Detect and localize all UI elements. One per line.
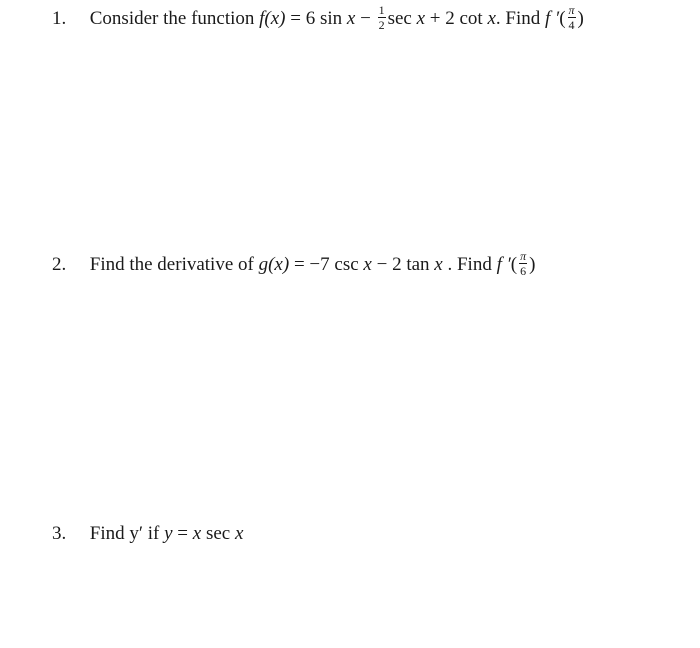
paren-close: )	[577, 7, 584, 29]
term-tan: 2 tan	[392, 253, 430, 275]
variable: x	[192, 523, 202, 544]
term-cot: 2 cot	[445, 7, 483, 29]
function-name: f	[259, 7, 265, 29]
problem-2	[52, 249, 536, 279]
function-argument: (x)	[264, 7, 286, 29]
find-label: . Find	[495, 7, 541, 29]
variable: x	[346, 7, 356, 29]
term-sec: sec	[387, 7, 412, 29]
problem-number: 2.	[52, 253, 67, 275]
fraction-one-half	[378, 4, 386, 31]
variable: x	[487, 7, 496, 29]
term-sin: 6 sin	[305, 7, 343, 29]
fraction-denominator: 4	[568, 18, 575, 32]
fraction-numerator: π	[568, 3, 575, 17]
equals-sign: =	[290, 7, 301, 29]
fraction-pi-over-4	[568, 4, 576, 31]
lhs-variable: y	[164, 523, 173, 544]
variable: x	[434, 253, 443, 275]
function-name: g	[258, 253, 269, 275]
function-argument: (x)	[268, 253, 290, 275]
fraction-pi-over-6	[519, 250, 527, 277]
variable: x	[363, 253, 372, 275]
problem-3	[52, 524, 243, 543]
plus-sign: +	[429, 7, 441, 29]
minus-sign: −	[376, 253, 388, 275]
problem-number: 3.	[52, 523, 67, 544]
fraction-numerator: π	[520, 249, 527, 263]
equals-sign: =	[293, 253, 305, 275]
paren-close: )	[529, 253, 536, 275]
fraction-denominator: 2	[378, 18, 385, 32]
problem-1	[52, 3, 584, 33]
derivative-symbol: f ′	[545, 7, 560, 29]
variable: x	[234, 523, 244, 544]
term-csc: −7 csc	[309, 253, 359, 275]
problem-text: Find the derivative of	[89, 253, 254, 275]
term-sec: sec	[205, 523, 231, 544]
paren-open: (	[510, 253, 518, 275]
equals-sign: =	[177, 523, 189, 544]
derivative-symbol: f ′	[496, 253, 511, 275]
find-label: . Find	[447, 253, 492, 275]
problem-text: Find y′ if	[89, 523, 160, 544]
paren-open: (	[559, 7, 566, 29]
fraction-denominator: 6	[520, 264, 527, 278]
variable: x	[416, 7, 426, 29]
minus-sign: −	[360, 7, 371, 29]
problem-number: 1.	[52, 7, 67, 29]
fraction-numerator: 1	[378, 3, 385, 17]
problem-text: Consider the function	[89, 7, 255, 29]
